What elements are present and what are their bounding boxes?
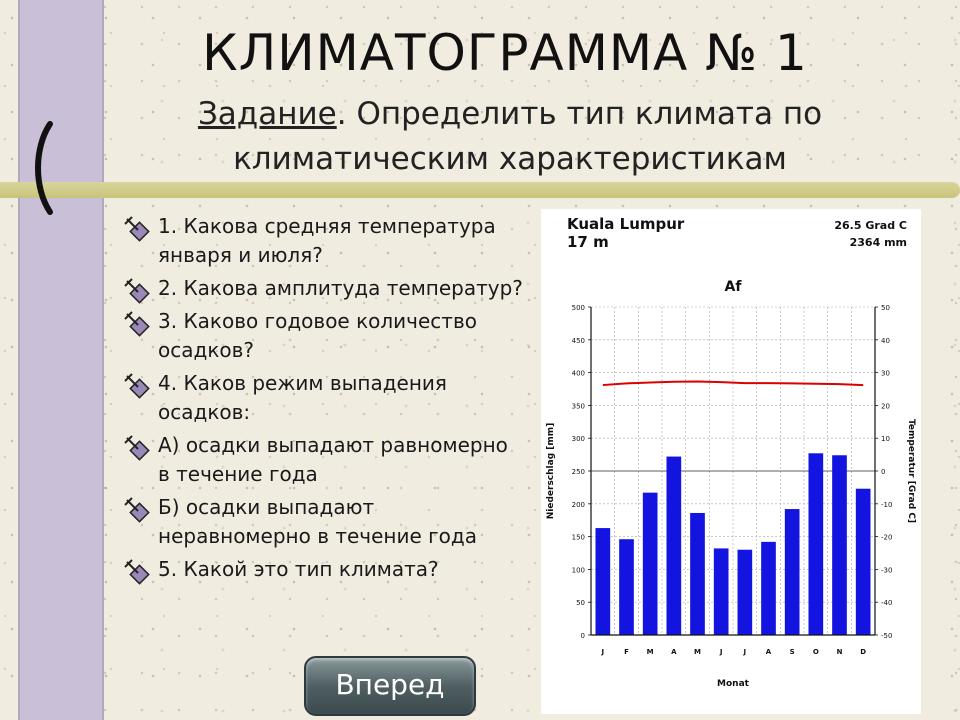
- question-text: 3. Каково годовое количество осадков?: [158, 309, 477, 362]
- precip-bar: [832, 455, 847, 635]
- y-tick-label: 450: [571, 336, 585, 345]
- question-text: 2. Какова амплитуда температур?: [158, 276, 523, 300]
- y-tick-label: 50: [576, 599, 585, 608]
- precip-bar: [785, 509, 800, 635]
- question-item: [124, 493, 524, 551]
- question-item: [124, 212, 524, 270]
- precip-bar: [737, 550, 752, 635]
- question-text: А) осадки выпадают равномерно в течение года: [158, 433, 508, 486]
- y-right-tick-label: -50: [881, 632, 893, 640]
- precip-bar: [666, 457, 681, 635]
- precip-bar: [643, 493, 658, 635]
- y-right-axis-label: Temperatur [Grad C]: [906, 418, 916, 524]
- x-tick-label: M: [646, 648, 654, 656]
- chart-annual-temp: 26.5 Grad C: [834, 219, 907, 232]
- next-button[interactable]: Вперед: [304, 656, 476, 716]
- y-tick-label: 150: [571, 533, 585, 542]
- x-axis-label: Monat: [717, 679, 749, 689]
- x-tick-label: O: [812, 648, 819, 656]
- precip-bar: [595, 528, 610, 635]
- x-tick-label: A: [765, 648, 772, 656]
- y-right-tick-label: -40: [881, 599, 893, 608]
- y-right-tick-label: 50: [881, 304, 890, 312]
- question-item: [124, 369, 524, 427]
- precip-bar: [808, 453, 823, 635]
- x-tick-label: N: [836, 648, 843, 656]
- chart-elevation: 17 m: [567, 233, 609, 251]
- question-text: 1. Какова средняя температура января и июля?: [158, 214, 496, 267]
- x-tick-label: J: [743, 648, 747, 656]
- pushpin-bullet-icon: [124, 278, 150, 304]
- question-text: 5. Какой это тип климата?: [158, 557, 439, 581]
- task-line2: климатическим характеристикам: [233, 141, 787, 177]
- question-item: [124, 307, 524, 365]
- y-tick-label: 0: [580, 632, 585, 640]
- questions-list: [124, 212, 524, 584]
- y-right-tick-label: 0: [881, 468, 886, 476]
- x-tick-label: F: [624, 648, 629, 656]
- y-right-tick-label: -20: [881, 533, 893, 542]
- pushpin-bullet-icon: [124, 311, 150, 337]
- bracket-ornament-icon: [28, 118, 58, 218]
- task-line1: . Определить тип климата по: [336, 96, 823, 132]
- task-text: [110, 92, 910, 182]
- x-tick-label: S: [789, 648, 795, 656]
- y-tick-label: 500: [571, 304, 585, 312]
- x-tick-label: J: [601, 648, 605, 656]
- y-tick-label: 100: [571, 566, 585, 575]
- precip-bar: [714, 548, 729, 635]
- chart-svg: [541, 209, 921, 714]
- y-axis-label: Niederschlag [mm]: [546, 422, 556, 520]
- x-tick-label: D: [860, 648, 867, 656]
- precip-bar: [619, 539, 634, 635]
- chart-annual-precip: 2364 mm: [849, 236, 907, 249]
- climate-chart: [541, 209, 921, 714]
- x-tick-label: M: [694, 648, 701, 656]
- question-item: [124, 431, 524, 489]
- y-right-tick-label: 40: [881, 336, 890, 345]
- pushpin-bullet-icon: [124, 559, 150, 585]
- precip-bar: [761, 542, 776, 635]
- y-right-tick-label: 10: [881, 435, 890, 444]
- x-tick-label: J: [719, 648, 723, 656]
- y-tick-label: 200: [571, 500, 585, 509]
- x-tick-label: A: [671, 648, 677, 656]
- pushpin-bullet-icon: [124, 435, 150, 461]
- question-item: [124, 555, 524, 584]
- precip-bar: [856, 489, 871, 635]
- y-right-tick-label: 30: [881, 369, 890, 378]
- y-tick-label: 300: [571, 435, 585, 444]
- y-right-tick-label: -10: [881, 500, 893, 509]
- page-title: КЛИМАТОГРАММА № 1: [202, 24, 808, 82]
- yellow-divider-band: [0, 182, 960, 198]
- chart-climate-class: Af: [724, 279, 742, 295]
- y-tick-label: 250: [571, 468, 585, 476]
- pushpin-bullet-icon: [124, 216, 150, 242]
- chart-station: Kuala Lumpur: [567, 215, 685, 233]
- y-right-tick-label: 20: [881, 402, 890, 411]
- y-tick-label: 350: [571, 402, 585, 411]
- y-tick-label: 400: [571, 369, 585, 378]
- left-decor-bar: [18, 0, 104, 720]
- task-label: Задание: [197, 96, 337, 132]
- y-right-tick-label: -30: [881, 566, 893, 575]
- question-text: 4. Каков режим выпадения осадков:: [158, 371, 447, 424]
- precip-bar: [690, 513, 705, 635]
- question-item: [124, 274, 524, 303]
- pushpin-bullet-icon: [124, 497, 150, 523]
- question-text: Б) осадки выпадают неравномерно в течение года: [158, 495, 477, 548]
- pushpin-bullet-icon: [124, 373, 150, 399]
